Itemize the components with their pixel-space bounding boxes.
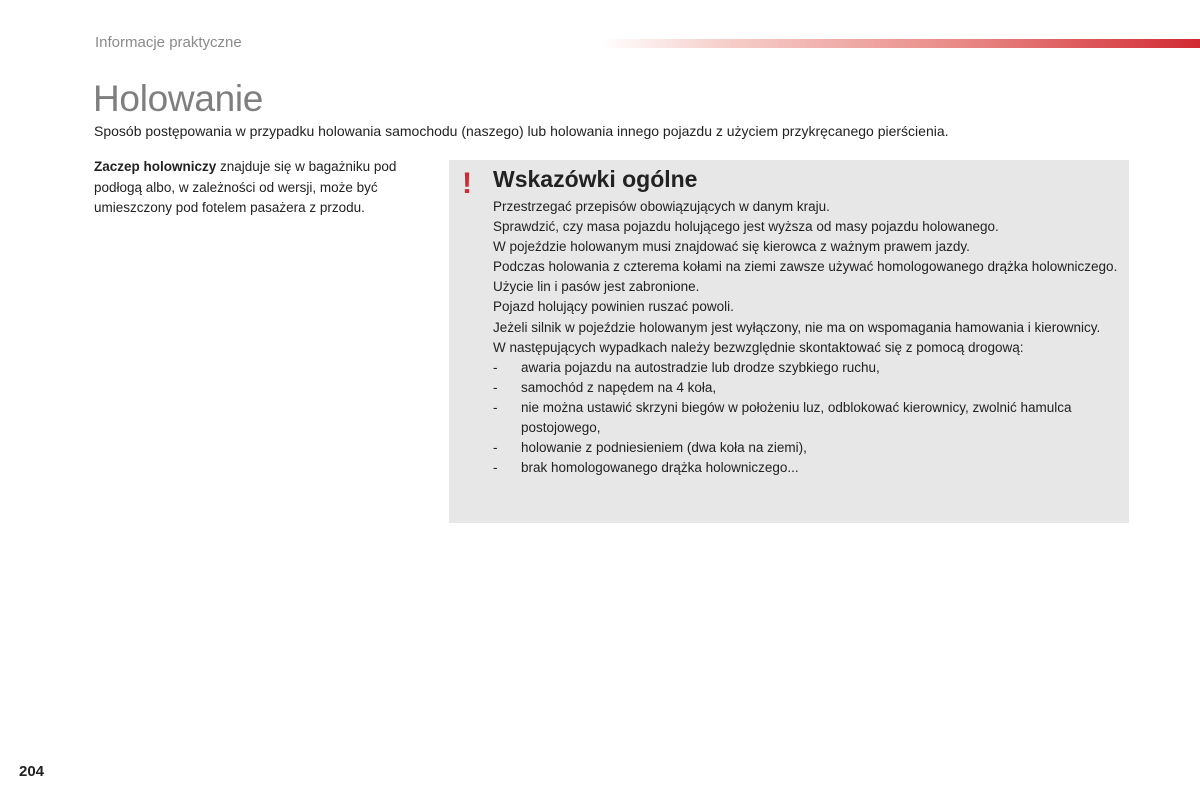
warning-line: Przestrzegać przepisów obowiązujących w danym kraju.: [493, 199, 830, 214]
warning-bullet-text: holowanie z podniesieniem (dwa koła na ziemi),: [521, 440, 807, 456]
bullet-dash: -: [493, 399, 498, 415]
warning-bullet-item: [493, 398, 1118, 438]
header-section-label: Informacje praktyczne: [95, 34, 242, 51]
warning-icon: !: [462, 167, 472, 200]
warning-line: Jeżeli silnik w pojeździe holowanym jest wyłączony, nie ma on wspomagania hamowania i kierownicy.: [493, 319, 1101, 335]
warning-bullet-text: awaria pojazdu na autostradzie lub drodze szybkiego ruchu,: [521, 359, 880, 375]
header-accent-bar: [600, 39, 1200, 48]
warning-box: [449, 160, 1129, 523]
tow-hook-label: Zaczep holowniczy: [94, 159, 217, 174]
warning-title: Wskazówki ogólne: [493, 166, 698, 192]
warning-bullet-text: brak homologowanego drążka holowniczego...: [521, 460, 799, 476]
warning-bullet-text: samochód z napędem na 4 koła,: [521, 379, 717, 395]
bullet-dash: -: [493, 440, 498, 456]
bullet-dash: -: [493, 460, 498, 476]
warning-line: W następujących wypadkach należy bezwzględnie skontaktować się z pomocą drogową:: [493, 339, 1024, 355]
warning-bullets-wrapper: [493, 358, 1118, 479]
warning-bullet-text: nie można ustawić skrzyni biegów w położeniu luz, odblokować kierownicy, zwolnić hamulca postojowego,: [521, 399, 1072, 436]
bullet-dash: -: [493, 379, 498, 395]
warning-line: Sprawdzić, czy masa pojazdu holującego jest wyższa od masy pojazdu holowanego.: [493, 219, 999, 235]
page-number: 204: [19, 763, 45, 780]
warning-bullet-item: [493, 438, 1118, 458]
warning-bullet-list: [493, 358, 1118, 479]
warning-bullet-item: [493, 358, 1118, 378]
warning-bullet-item: [493, 378, 1118, 398]
intro-text: Sposób postępowania w przypadku holowania samochodu (naszego) lub holowania innego pojazdu z użyciem przykręcanego pierścienia.: [94, 123, 949, 139]
bullet-dash: -: [493, 359, 498, 375]
warning-lines: [493, 197, 1118, 478]
warning-line: Podczas holowania z czterema kołami na ziemi zawsze używać homologowanego drążka holowniczego. Użycie lin i pasów jest zabronione.: [493, 259, 1118, 295]
tow-hook-description: znajduje się w bagażniku pod podłogą albo, w zależności od wersji, może być umieszczony pod fotelem pasażera z przodu.: [94, 159, 397, 215]
warning-line: W pojeździe holowanym musi znajdować się kierowca z ważnym prawem jazdy.: [493, 239, 970, 255]
warning-line: Pojazd holujący powinien ruszać powoli.: [493, 299, 734, 315]
warning-bullet-item: [493, 458, 1118, 478]
page-title: Holowanie: [93, 78, 264, 119]
tow-hook-location-text: [94, 157, 424, 219]
